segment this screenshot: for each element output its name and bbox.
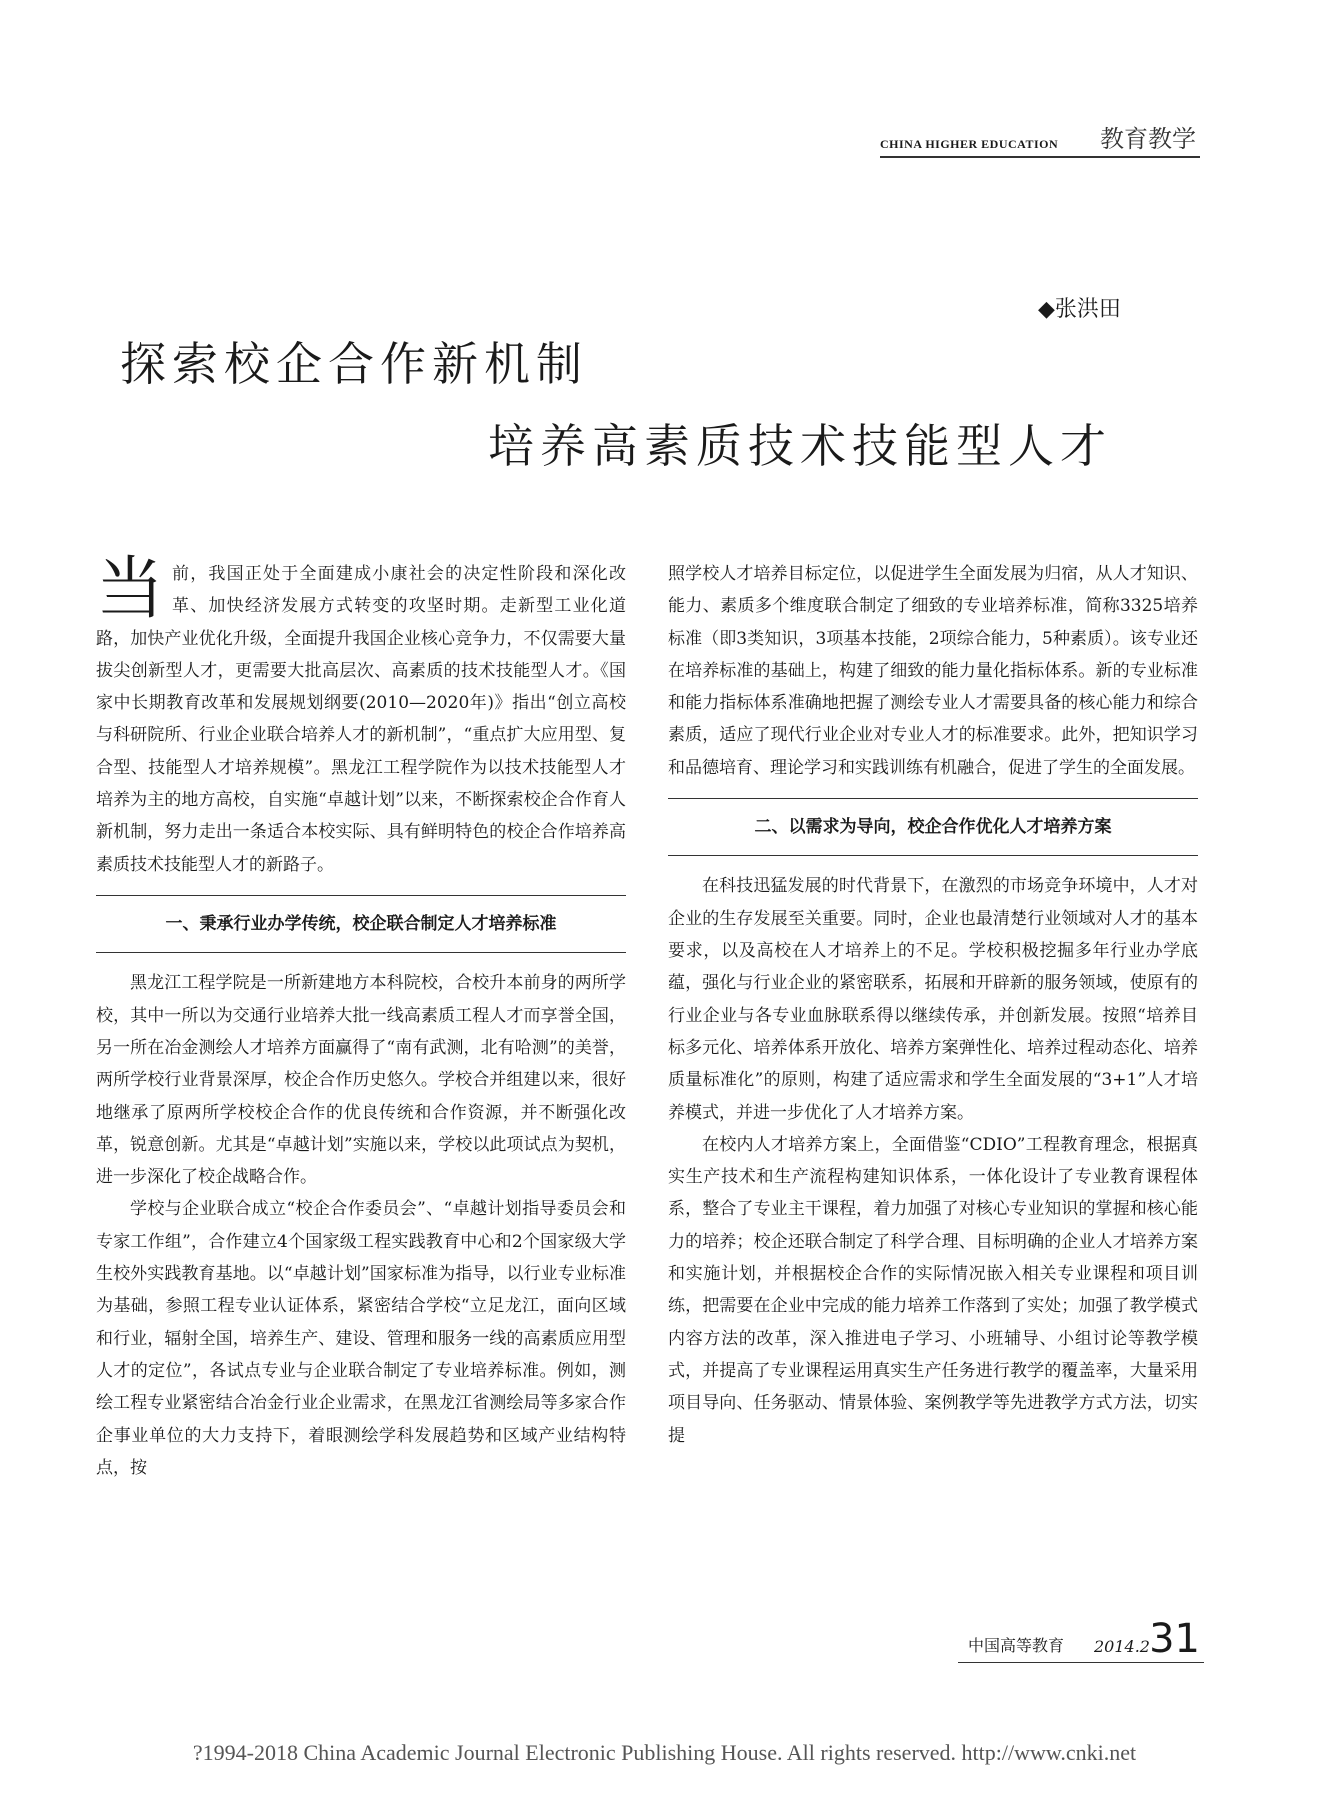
section-1-paragraph: 黑龙江工程学院是一所新建地方本科院校，合校升本前身的两所学校，其中一所以为交通行业培养大批一线高素质工程人才而享誉全国，另一所在冶金测绘人才培养方面赢得了“南有武测，北有哈测”的美誉，两所学校行业背景深厚，校企合作历史悠久。学校合并组建以来，很好地继承了原两所学校校企合作的优良传统和合作资源，并不断强化改革，锐意创新。尤其是“卓越计划”实施以来，学校以此项试点为契机，进一步深化了校企战略合作。 bbox=[96, 973, 626, 1188]
right-column bbox=[668, 558, 1198, 1452]
section-1-heading: 一、秉承行业办学传统，校企联合制定人才培养标准 bbox=[96, 895, 626, 953]
article-title-line-1: 探索校企合作新机制 bbox=[120, 337, 588, 391]
intro-paragraph bbox=[96, 550, 626, 881]
left-column bbox=[96, 550, 626, 1484]
journal-name-english: CHINA HIGHER EDUCATION bbox=[880, 137, 1059, 151]
section-2-heading: 二、以需求为导向，校企合作优化人才培养方案 bbox=[668, 798, 1198, 856]
page-footer bbox=[958, 1618, 1204, 1663]
section-2-paragraph: 在校内人才培养方案上，全面借鉴“CDIO”工程教育理念，根据真实生产技术和生产流程构建知识体系，一体化设计了专业教育课程体系，整合了专业主干课程，着力加强了对核心专业知识的掌握和核心能力的培养；校企还联合制定了科学合理、目标明确的企业人才培养方案和实施计划，并根据校企合作的实际情况嵌入相关专业课程和项目训练，把需要在企业中完成的能力培养工作落到了实处；加强了教学模式内容方法的改革，深入推进电子学习、小班辅导、小组讨论等教学模式，并提高了专业课程运用真实生产任务进行教学的覆盖率，大量采用项目导向、任务驱动、情景体验、案例教学等先进教学方式方法，切实提 bbox=[668, 1134, 1198, 1446]
author: ◆张洪田 bbox=[1038, 297, 1121, 322]
column-name: 教育教学 bbox=[1100, 125, 1196, 153]
footer-journal-name: 中国高等教育 bbox=[968, 1636, 1065, 1655]
intro-text: 前，我国正处于全面建成小康社会的决定性阶段和深化改革、加快经济发展方式转变的攻坚时期。走新型工业化道路，加快产业优化升级，全面提升我国企业核心竞争力，不仅需要大量拔尖创新型人才，更需要大批高层次、高素质的技术技能型人才。《国家中长期教育改革和发展规划纲要(2010—2020年)》指出“创立高校与科研院所、行业企业联合培养人才的新机制”，“重点扩大应用型、复合型、技能型人才培养规模”。黑龙江工程学院作为以技术技能型人才培养为主的地方高校，自实施“卓越计划”以来，不断探索校企合作育人新机制，努力走出一条适合本校实际、具有鲜明特色的校企合作培养高素质技术技能型人才的新路子。 bbox=[96, 564, 626, 875]
copyright-notice: ?1994-2018 China Academic Journal Electronic Publishing House. All rights reserved. http://www.cnki.net bbox=[192, 1740, 1137, 1765]
drop-cap: 当 bbox=[96, 550, 165, 629]
continued-paragraph: 照学校人才培养目标定位，以促进学生全面发展为归宿，从人才知识、能力、素质多个维度联合制定了细致的专业培养标准，简称3325培养标准（即3类知识，3项基本技能，2项综合能力，5种素质）。该专业还在培养标准的基础上，构建了细致的能力量化指标体系。新的专业标准和能力指标体系准确地把握了测绘专业人才需要具备的核心能力和综合素质，适应了现代行业企业对专业人才的标准要求。此外，把知识学习和品德培育、理论学习和实践训练有机融合，促进了学生的全面发展。 bbox=[668, 564, 1198, 778]
article-title-line-2: 培养高素质技术技能型人才 bbox=[488, 419, 1112, 473]
section-1-paragraph: 学校与企业联合成立“校企合作委员会”、“卓越计划指导委员会和专家工作组”，合作建立4个国家级工程实践教育中心和2个国家级大学生校外实践教育基地。以“卓越计划”国家标准为指导，以行业专业标准为基础，参照工程专业认证体系，紧密结合学校“立足龙江，面向区域和行业，辐射全国，培养生产、建设、管理和服务一线的高素质应用型人才的定位”，各试点专业与企业联合制定了专业培养标准。例如，测绘工程专业紧密结合冶金行业企业需求，在黑龙江省测绘局等多家合作企事业单位的大力支持下，着眼测绘学科发展趋势和区域产业结构特点，按 bbox=[96, 1199, 626, 1478]
footer-issue: 2014.2 bbox=[1094, 1637, 1150, 1656]
page-number: 31 bbox=[1149, 1616, 1200, 1662]
running-header bbox=[880, 118, 1200, 158]
section-2-paragraph: 在科技迅猛发展的时代背景下，在激烈的市场竞争环境中，人才对企业的生存发展至关重要。同时，企业也最清楚行业领域对人才的基本要求，以及高校在人才培养上的不足。学校积极挖掘多年行业办学底蕴，强化与行业企业的紧密联系，拓展和开辟新的服务领域，使原有的行业企业与各专业血脉联系得以继续传承，并创新发展。按照“培养目标多元化、培养体系开放化、培养方案弹性化、培养过程动态化、培养质量标准化”的原则，构建了适应需求和学生全面发展的“3+1”人才培养模式，并进一步优化了人才培养方案。 bbox=[668, 876, 1198, 1123]
